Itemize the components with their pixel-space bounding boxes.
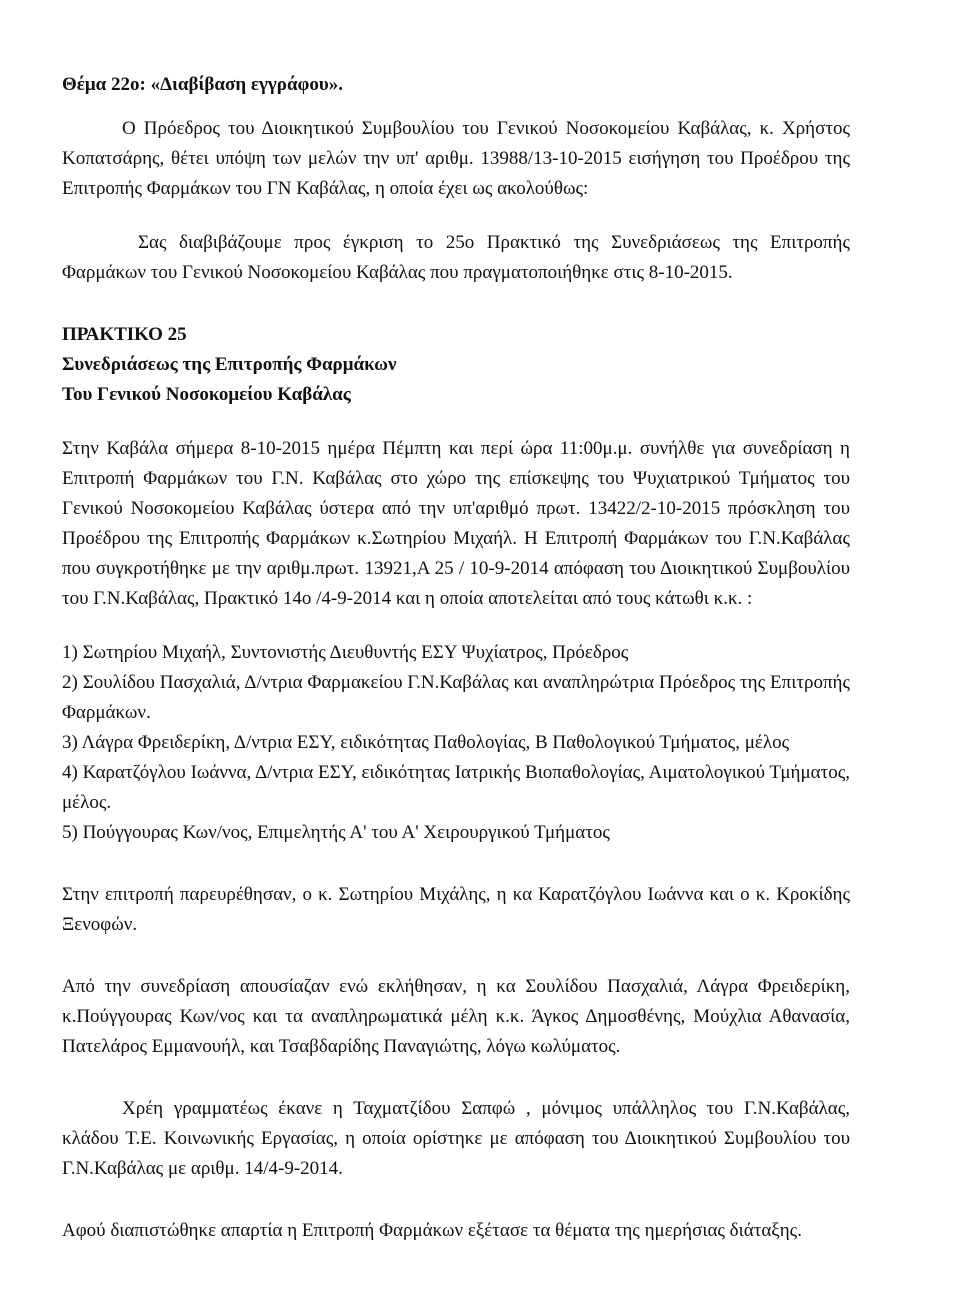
list-item: 2) Σουλίδου Πασχαλιά, Δ/ντρια Φαρμακείου Γ.Ν.Καβάλας και αναπληρώτρια Πρόεδρος της Επιτροπής Φαρμάκων.: [62, 672, 850, 723]
meeting-paragraph: Στην Καβάλα σήμερα 8-10-2015 ημέρα Πέμπτη και περί ώρα 11:00μ.μ. συνήλθε για συνεδρίαση η Επιτροπή Φαρμάκων του Γ.Ν. Καβάλας στο χώρο της επίσκεψης του Ψυχιατρικού Τμήματος του Γενικού Νοσοκομείου Καβάλας ύστερα από την υπ'αριθμό πρωτ. 13422/2-10-2015 πρόσκληση του Προέδρου της Επιτροπής Φαρμάκων κ.Σωτηρίου Μιχαήλ. Η Επιτροπή Φαρμάκων του Γ.Ν.Καβάλας που συγκροτήθηκε με την αριθμ.πρωτ. 13921,Α 25 / 10-9-2014 απόφαση του Διοικητικού Συμβουλίου του Γ.Ν.Καβάλας, Πρακτικό 14ο /4-9-2014 και η οποία αποτελείται από τους κάτωθι κ.κ. :: [62, 438, 850, 609]
minutes-hospital: Του Γενικού Νοσοκομείου Καβάλας: [62, 384, 351, 405]
list-item: 4) Καρατζόγλου Ιωάννα, Δ/ντρια ΕΣΥ, ειδικότητας Ιατρικής Βιοπαθολογίας, Αιματολογικού Τμήματος, μέλος.: [62, 762, 850, 813]
minutes-subtitle: Συνεδριάσεως της Επιτροπής Φαρμάκων: [62, 354, 397, 375]
list-item: 1) Σωτηρίου Μιχαήλ, Συντονιστής Διευθυντής ΕΣΥ Ψυχίατρος, Πρόεδρος: [62, 642, 629, 663]
document-page: [62, 70, 850, 1246]
quorum-paragraph: Αφού διαπιστώθηκε απαρτία η Επιτροπή Φαρμάκων εξέτασε τα θέματα της ημερήσιας διάταξης.: [62, 1220, 802, 1241]
absent-paragraph: Από την συνεδρίαση απουσίαζαν ενώ εκλήθησαν, η κα Σουλίδου Πασχαλιά, Λάγρα Φρειδερίκη, κ.Πούγγουρας Κων/νος και τα αναπληρωματικά μέλη κ.κ. Άγκος Δημοσθένης, Μούχλια Αθανασία, Πατελάρος Εμμανουήλ, και Τσαβδαρίδης Παναγιώτης, λόγω κωλύματος.: [62, 976, 850, 1057]
list-item: 5) Πούγγουρας Κων/νος, Επιμελητής Α' του Α' Χειρουργικού Τμήματος: [62, 822, 610, 843]
intro-paragraph: Ο Πρόεδρος του Διοικητικού Συμβουλίου του Γενικού Νοσοκομείου Καβάλας, κ. Χρήστος Κοπατσάρης, θέτει υπόψη των μελών την υπ' αριθμ. 13988/13-10-2015 εισήγηση του Προέδρου της Επιτροπής Φαρμάκων του ΓΝ Καβάλας, η οποία έχει ως ακολούθως:: [62, 118, 850, 199]
list-item: 3) Λάγρα Φρειδερίκη, Δ/ντρια ΕΣΥ, ειδικότητας Παθολογίας, Β Παθολογικού Τμήματος, μέλος: [62, 732, 790, 753]
members-list: [62, 638, 850, 848]
present-paragraph: Στην επιτροπή παρευρέθησαν, ο κ. Σωτηρίου Μιχάλης, η κα Καρατζόγλου Ιωάννα και ο κ. Κροκίδης Ξενοφών.: [62, 884, 850, 935]
transmit-paragraph: Σας διαβιβάζουμε προς έγκριση το 25ο Πρακτικό της Συνεδριάσεως της Επιτροπής Φαρμάκων του Γενικού Νοσοκομείου Καβάλας που πραγματοποιήθηκε στις 8-10-2015.: [62, 232, 850, 283]
document-heading: Θέμα 22ο: «Διαβίβαση εγγράφου».: [62, 74, 344, 95]
secretary-paragraph: Χρέη γραμματέως έκανε η Ταχματζίδου Σαπφώ , μόνιμος υπάλληλος του Γ.Ν.Καβάλας, κλάδου Τ.Ε. Κοινωνικής Εργασίας, η οποία ορίστηκε με απόφαση του Διοικητικού Συμβουλίου του Γ.Ν.Καβάλας με αριθμ. 14/4-9-2014.: [62, 1098, 850, 1179]
minutes-title: ΠΡΑΚΤΙΚΟ 25: [62, 324, 187, 345]
